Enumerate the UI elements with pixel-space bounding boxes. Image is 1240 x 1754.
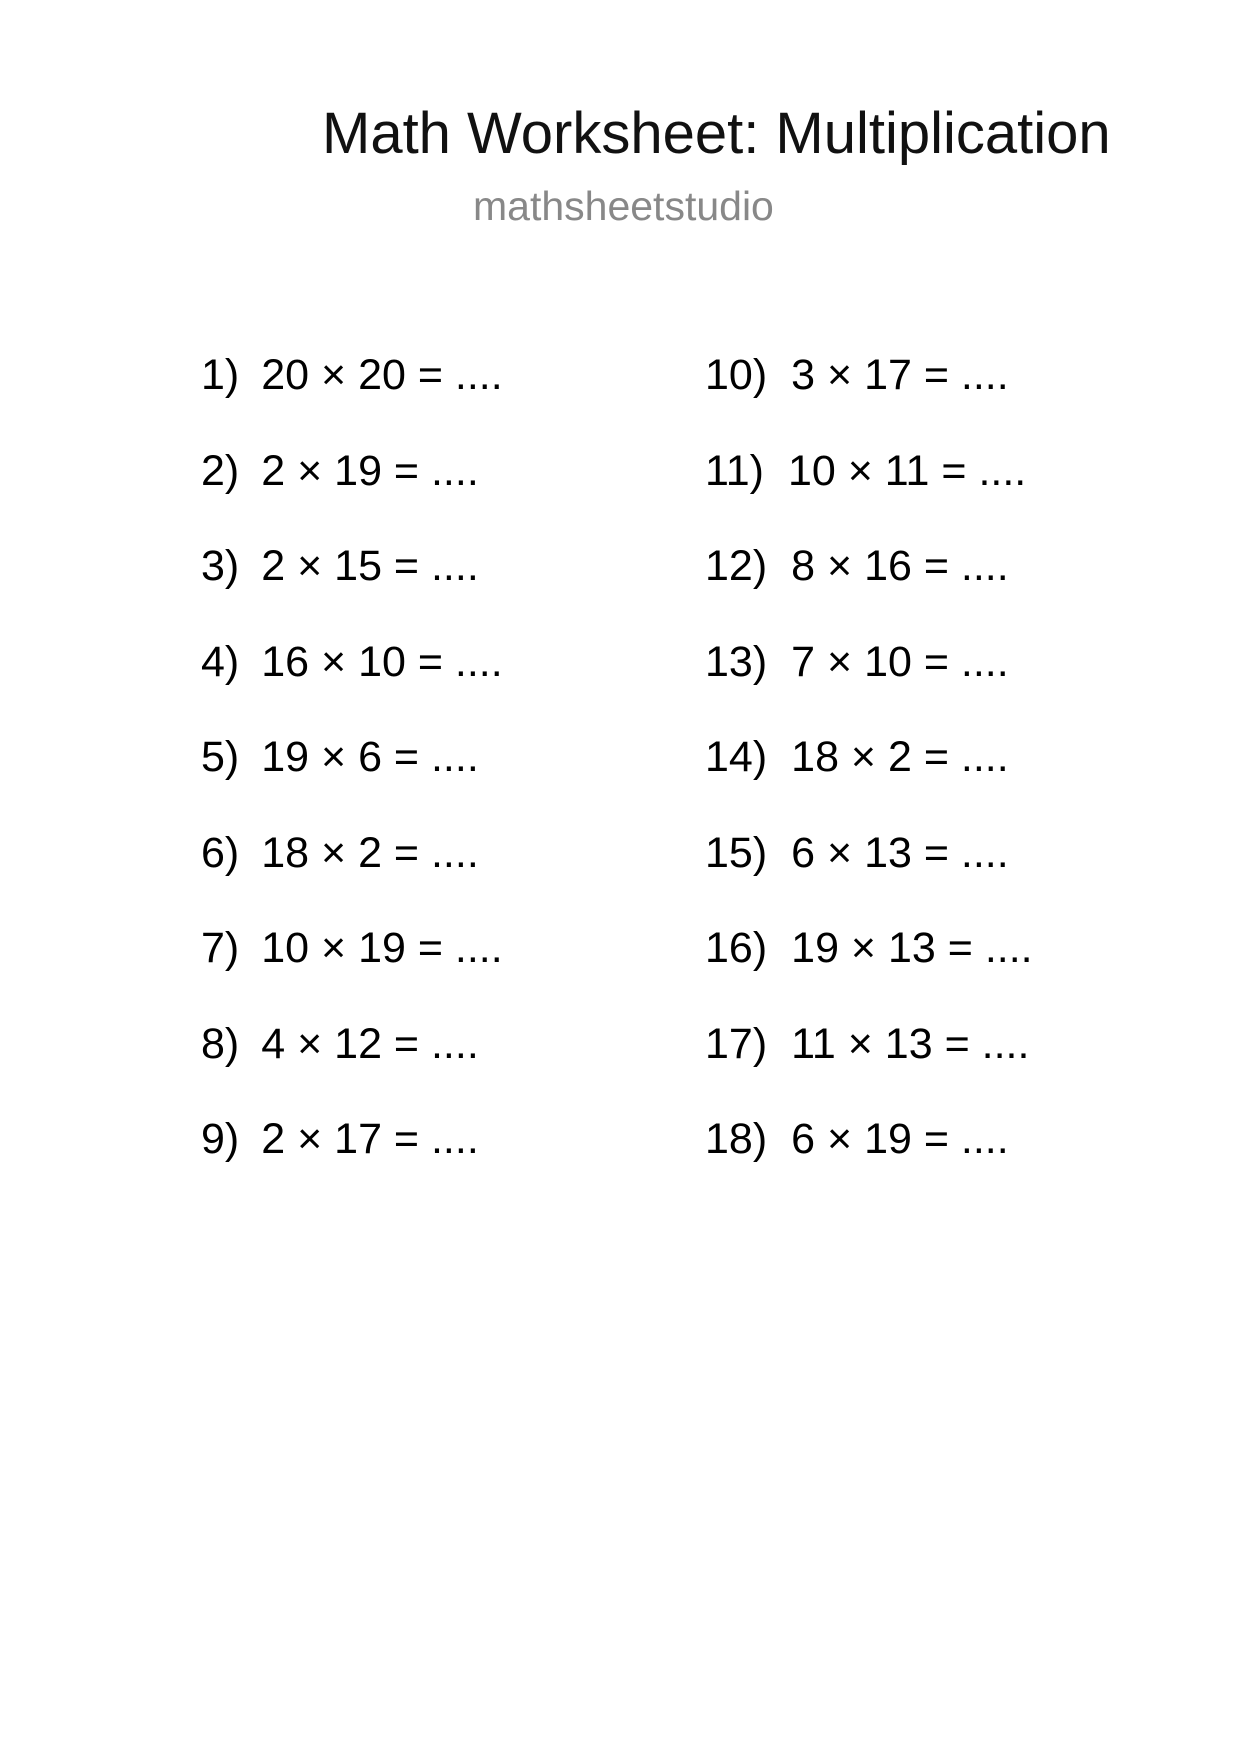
- problem-number: 12): [705, 542, 768, 590]
- problem-expression: 7 × 10 = ....: [791, 637, 1009, 686]
- problem-number: 10): [705, 351, 768, 399]
- problem-expression: 3 × 17 = ....: [791, 351, 1009, 399]
- problem-number: 1): [201, 351, 240, 399]
- problem-number: 13): [705, 637, 768, 686]
- problem-expression: 19 × 6 = ....: [261, 733, 479, 781]
- problem-item: [201, 541, 503, 637]
- problem-number: 15): [705, 828, 768, 877]
- problems-column-left: [201, 350, 503, 1210]
- problem-expression: 16 × 10 = ....: [261, 637, 503, 686]
- problem-expression: 2 × 17 = ....: [261, 1115, 479, 1163]
- problem-expression: 4 × 12 = ....: [261, 1019, 479, 1068]
- problem-item: [705, 446, 1033, 542]
- problem-expression: 2 × 19 = ....: [261, 446, 479, 495]
- problem-item: [705, 732, 1033, 828]
- page-subtitle: mathsheetstudio: [473, 183, 774, 229]
- problem-number: 16): [705, 924, 768, 972]
- problem-expression: 10 × 11 = ....: [787, 446, 1027, 495]
- problem-number: 3): [201, 542, 240, 590]
- problems-column-right: [705, 350, 1033, 1210]
- problem-number: 2): [201, 446, 240, 495]
- problem-item: [201, 923, 503, 1019]
- problem-expression: 19 × 13 = ....: [791, 924, 1033, 972]
- problem-item: [705, 637, 1033, 733]
- problem-number: 18): [705, 1115, 768, 1163]
- problem-number: 9): [201, 1115, 240, 1163]
- problem-number: 4): [201, 637, 240, 686]
- problem-item: [201, 350, 503, 446]
- page-title: Math Worksheet: Multiplication: [322, 101, 1111, 166]
- problem-expression: 6 × 13 = ....: [791, 828, 1009, 877]
- problem-item: [705, 1114, 1033, 1210]
- problem-item: [705, 828, 1033, 924]
- problem-number: 11): [705, 446, 764, 495]
- problem-number: 14): [705, 733, 768, 781]
- problem-expression: 18 × 2 = ....: [261, 828, 479, 877]
- problem-expression: 10 × 19 = ....: [261, 924, 503, 972]
- problem-expression: 11 × 13 = ....: [791, 1019, 1030, 1068]
- problem-item: [705, 1019, 1033, 1115]
- problem-item: [201, 732, 503, 828]
- problem-number: 6): [201, 828, 240, 877]
- problem-expression: 18 × 2 = ....: [791, 733, 1009, 781]
- problem-expression: 2 × 15 = ....: [261, 542, 479, 590]
- problem-item: [201, 637, 503, 733]
- problem-item: [201, 1019, 503, 1115]
- problem-item: [201, 446, 503, 542]
- problem-number: 7): [201, 924, 240, 972]
- problem-expression: 6 × 19 = ....: [791, 1115, 1009, 1163]
- problem-number: 5): [201, 733, 240, 781]
- problem-number: 8): [201, 1019, 240, 1068]
- problem-expression: 20 × 20 = ....: [261, 351, 503, 399]
- problem-item: [705, 923, 1033, 1019]
- problem-item: [705, 541, 1033, 637]
- problem-item: [201, 1114, 503, 1210]
- problem-item: [201, 828, 503, 924]
- problem-item: [705, 350, 1033, 446]
- problem-expression: 8 × 16 = ....: [791, 542, 1009, 590]
- problem-number: 17): [705, 1019, 768, 1068]
